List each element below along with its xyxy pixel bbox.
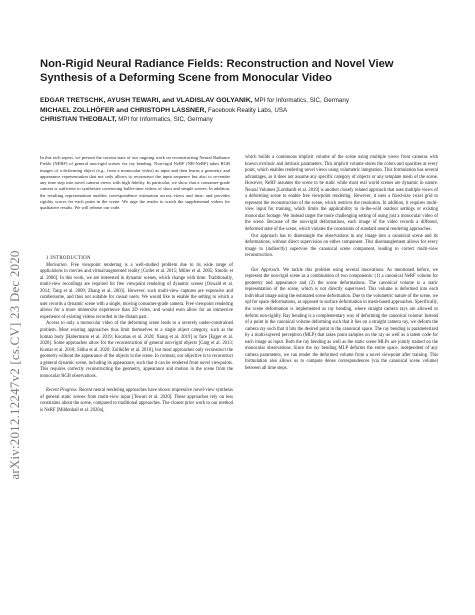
paragraph-lead: Motivation.: [46, 262, 68, 268]
author-names-1: EDGAR TRETSCHK, AYUSH TEWARI, and VLADISLAV GOLYANIK,: [40, 97, 253, 104]
abstract-text: In this tech report, we present the current state of our ongoing work on reconstructing Neural Radiance Fields (NERF) of general non-rigid scenes via ray bending. Non-rigid NeRF (NR-NeRF) takes RGB images of a deforming object (e.g., from a monocular video) as input and then learns a geometry and appearance representation that not only allows to reconstruct the input sequence but also to re-render any time step into novel camera views with high fidelity. In particular, we show that a consumer-grade camera is sufficient to synthesize convincing bullet-time videos of short and simple scenes. In addition, the resulting representation enables correspondence estimation across views and time, and provides rigidity scores for each point in the scene. We urge the reader to watch the supplemental videos for qualitative results. We will release our code.: [40, 155, 230, 210]
paragraph: [40, 263, 233, 322]
paragraph: [245, 268, 438, 373]
paragraph-body: which builds a continuous implicit volume of the scene using multiple views from cameras with known extrinsic and intrinsic parameters. This implicit volume stores the colors and opacities at every point, which enables rendering novel views using volumetric integration. This formulation has several advantages, as it does not assume any specific category of objects or any template mesh of the scene. However, NeRF assumes the scene to be static while most real world scenes are dynamic in nature. Neural Volumes [Lombardi et al. 2019] is another closely related approach that uses multiple views of a deforming scene to enable free viewpoint rendering. However, it uses a fixed-size voxel grid to represent the reconstruction of the scene, which restricts the resolution. In addition, it requires multi-view input for training, which limits the applicability to in-the-wild outdoor settings or existing monocular footage. We instead target the more challenging setting of using just a monocular video of the scene. Because of the non-rigid deformations, each image of the video records a different, deformed state of the scene, which violates the constraints of standard neural rendering approaches.: [245, 155, 438, 233]
paragraph-body: Recent neural rendering approaches have shown impressive novel-view synthesis of general static scenes from multi-view input [Tewari et al. 2020]. These approaches rely on less constraints about the scene, compared to traditional approaches. The closest prior work to our method is NeRF [Mildenhall et al. 2020a],: [40, 388, 233, 414]
author-names-3: CHRISTIAN THEOBALT,: [40, 116, 117, 124]
author-block: [40, 96, 440, 125]
right-column: [245, 155, 438, 373]
section-heading: 1 INTRODUCTION: [46, 256, 91, 261]
paragraph-lead: Our Approach.: [251, 267, 281, 273]
abstract: [40, 155, 230, 211]
paragraph: [245, 234, 438, 260]
author-line-2: [40, 106, 440, 116]
author-affiliation-1: MPI for Informatics, SIC, Germany: [254, 97, 349, 104]
paper-title: Non-Rigid Neural Radiance Fields: Reconstruction and Novel View Synthesis of a Deforming Scene from Monocular Video: [40, 58, 394, 84]
paragraph-body: Our approach has to disentangle the observations in any image into a canonical scene and its deformations, without direct supervision on either component. This disentanglement allows for every image to (indirectly) supervise the canonical scene component, leading to correct multi-view reconstruction.: [245, 233, 438, 259]
author-names-2: MICHAEL ZOLLHÖFER and CHRISTOPH LASSNER,: [40, 106, 207, 114]
paragraph-body: We tackle this problem using several innovations. As mentioned before, we represent the non-rigid scene as a combination of two components: (1) a canonical NeRF volume for geometry and appearance and (2) the scene deformations. The canonical volume is a static representation of the scene, which is not directly supervised. This volume is deformed into each individual image using the estimated scene deformation. Due to the volumetric nature of the scene, we opt for space deformations, as opposed to surface deformation in mesh-based approaches. Specifically, the scene deformation is implemented as ray bending, where straight camera rays are allowed to deform non-rigidly. Ray bending is a complementary way of deforming the canonical volume: Instead of a point in the canonical volume deforming such that it lies on a straight camera ray, we deform the camera ray such that it hits the desired point in the canonical space. The ray bending is parameterized by a multi-layered perceptron (MLP) that takes point samples on the ray as well as a latent code for each image as input. Both the ray bending as well as the static scene MLPs are jointly trained on the monocular observations. Since the ray bending MLP deforms the entire space, independent of any camera parameters, we can render the deformed volume from a novel viewpoint after training. This formulation also allows us to compute dense correspondences (via the canonical scene volume) between all time steps.: [245, 267, 439, 371]
author-affiliation-2: Facebook Reality Labs, USA: [208, 106, 288, 114]
paragraph-body: Free viewpoint rendering is a well-studied problem due to its wide range of applications in movies and virtual/augmented reality [Collet et al. 2015; Miller et al. 2005; Smolic et al. 2006]. In this work, we are interested in dynamic scenes, which change with time. Traditionally, multi-view recordings are required for free viewpoint rendering of dynamic scenes [Oswald et al. 2014; Tang et al. 2009; Zhang et al. 2003]. However, such multi-view captures are expensive and cumbersome, and thus not suitable for casual users. We would like to enable the setting in which a user records a dynamic scene with a single, moving consumer-grade camera. Free viewpoint rendering allows for a more immersive experience than 2D video, and would even allow for an immersive experience of existing videos recorded in the distant past.: [40, 262, 233, 320]
paragraph: [40, 321, 233, 380]
left-column: [40, 256, 233, 415]
author-line-1: [40, 96, 440, 106]
paragraph: [245, 155, 438, 234]
arxiv-stamp: [5, 200, 25, 530]
paragraph: [40, 388, 233, 414]
paragraph-lead: Recent Progress.: [46, 388, 78, 394]
author-line-3: [40, 115, 440, 125]
author-affiliation-3: MPI for Informatics, SIC, Germany: [118, 116, 213, 124]
arxiv-stamp-text: arXiv:2012.12247v2 [cs.CV] 23 Dec 2020: [7, 250, 22, 480]
paragraph-body: Access to only a monocular video of the deforming scene leads to a severely under-constrained problem. Most existing approaches thus limit themselves to a single object category, such as the human body [Habermann et al. 2019; Kocabas et al. 2020; Xiang et al. 2019] or face [Egger et al. 2020]. Some approaches allow for the reconstruction of general non-rigid objects [Garg et al. 2013; Kumar et al. 2018; Sidhu et al. 2020; Zollhöfer et al. 2018], but most approaches only reconstruct the geometry without the appearance of the objects in the scene. In contrast, our objective is to reconstruct a general dynamic scene, including its appearance, such that it can be rendered from novel viewpoints. This requires correctly reconstructing the geometry, appearance and motion in the scene from the monocular RGB observations.: [40, 321, 233, 379]
